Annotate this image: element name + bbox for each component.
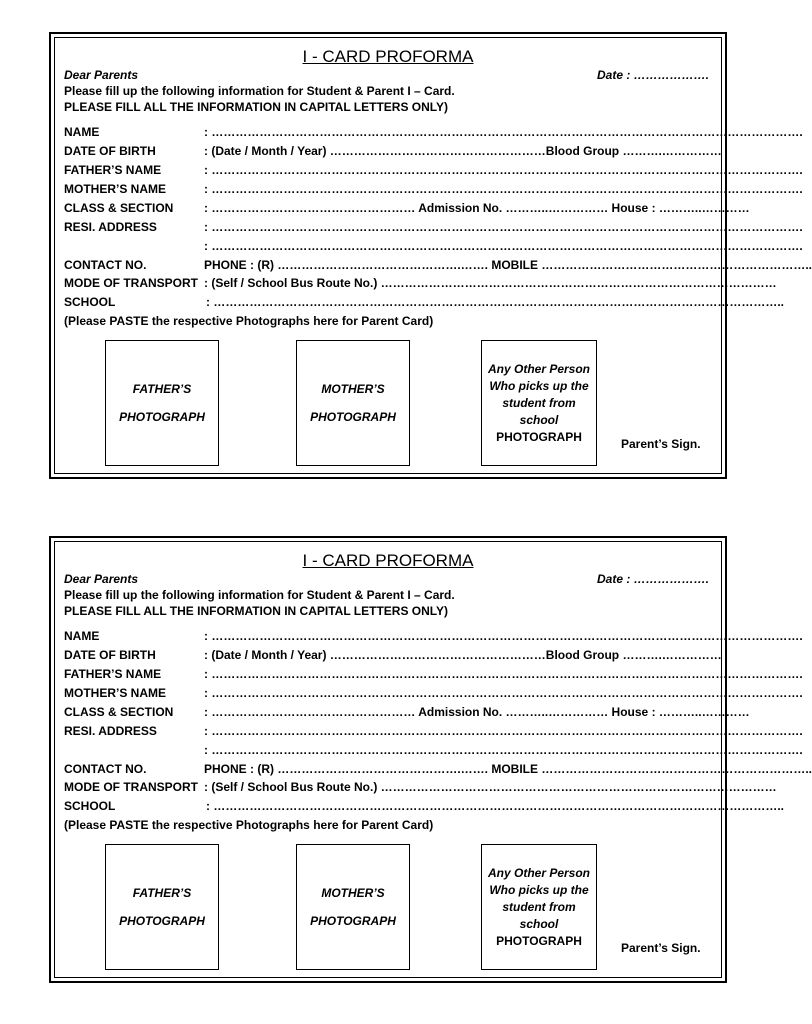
name-field[interactable]: : …………………………………………………………………………………………………………………………………. bbox=[204, 125, 803, 139]
other-photo-line2: Who picks up the bbox=[489, 378, 589, 393]
father-name-field[interactable]: : …………………………………………………………………………………………………………………………………. bbox=[204, 667, 803, 681]
address-field-1[interactable]: : …………………………………………………………………………………………………………………………………. bbox=[204, 724, 803, 738]
name-field[interactable]: : …………………………………………………………………………………………………………………………………. bbox=[204, 629, 803, 643]
mother-photo-label: MOTHER’S bbox=[321, 382, 385, 396]
greeting: Dear Parents bbox=[64, 572, 139, 586]
contact-label: CONTACT NO. bbox=[64, 762, 147, 776]
address-field-2[interactable]: : …………………………………………………………………………………………………………………………………. bbox=[204, 239, 803, 253]
mother-name-field[interactable]: : …………………………………………………………………………………………………………………………………. bbox=[204, 182, 803, 196]
paste-note: (Please PASTE the respective Photographs here for Parent Card) bbox=[64, 818, 434, 832]
class-section-field[interactable]: : …………………………………………… Admission No. ………..…………… House : ………..………… bbox=[204, 201, 750, 215]
form-title: I - CARD PROFORMA bbox=[302, 551, 474, 570]
icard-form-1 bbox=[49, 32, 812, 479]
instruction-1: Please fill up the following information for Student & Parent I – Card. bbox=[64, 84, 455, 98]
dob-label: DATE OF BIRTH bbox=[64, 648, 156, 662]
school-label: SCHOOL bbox=[64, 295, 116, 309]
other-person-photo-box[interactable] bbox=[481, 844, 597, 970]
father-photo-caption: PHOTOGRAPH bbox=[119, 410, 205, 424]
icard-form-2 bbox=[49, 536, 812, 983]
father-photo-caption: PHOTOGRAPH bbox=[119, 914, 205, 928]
mother-name-field[interactable]: : …………………………………………………………………………………………………………………………………. bbox=[204, 686, 803, 700]
date-field[interactable]: Date : ………………. bbox=[597, 68, 710, 82]
other-photo-line4: school bbox=[519, 412, 559, 427]
mother-photo-box[interactable] bbox=[296, 844, 410, 970]
mother-photo-caption: PHOTOGRAPH bbox=[310, 914, 396, 928]
father-name-label: FATHER’S NAME bbox=[64, 667, 162, 681]
school-field[interactable]: : …………………………………………………………………………………………………………………………….. bbox=[206, 295, 784, 309]
other-photo-line3: student from bbox=[502, 899, 576, 914]
other-photo-line2: Who picks up the bbox=[489, 882, 589, 897]
dob-field[interactable]: : (Date / Month / Year) ………………………………………………Blood Group ……….…………… bbox=[204, 648, 722, 662]
class-section-field[interactable]: : …………………………………………… Admission No. ………..…………… House : ………..………… bbox=[204, 705, 750, 719]
transport-label: MODE OF TRANSPORT bbox=[64, 276, 198, 290]
school-field[interactable]: : …………………………………………………………………………………………………………………………….. bbox=[206, 799, 784, 813]
form-inner-border bbox=[54, 541, 812, 978]
dob-field[interactable]: : (Date / Month / Year) ………………………………………………Blood Group ……….…………… bbox=[204, 144, 722, 158]
parent-sign: Parent’s Sign. bbox=[621, 941, 701, 955]
dob-label: DATE OF BIRTH bbox=[64, 144, 156, 158]
date-field[interactable]: Date : ………………. bbox=[597, 572, 710, 586]
transport-field[interactable]: : (Self / School Bus Route No.) ……………………………………………………………………………………… bbox=[204, 780, 777, 794]
instruction-1: Please fill up the following information for Student & Parent I – Card. bbox=[64, 588, 455, 602]
name-label: NAME bbox=[64, 629, 100, 643]
class-section-label: CLASS & SECTION bbox=[64, 705, 174, 719]
instruction-2: PLEASE FILL ALL THE INFORMATION IN CAPITAL LETTERS ONLY) bbox=[64, 100, 449, 114]
mother-name-label: MOTHER’S NAME bbox=[64, 182, 166, 196]
father-photo-box[interactable] bbox=[105, 844, 219, 970]
greeting: Dear Parents bbox=[64, 68, 139, 82]
other-photo-line3: student from bbox=[502, 395, 576, 410]
father-photo-label: FATHER’S bbox=[132, 886, 192, 900]
contact-field[interactable]: PHONE : (R) ……………………………………….……. MOBILE ………………………………………………………….. bbox=[204, 762, 812, 776]
address-field-2[interactable]: : …………………………………………………………………………………………………………………………………. bbox=[204, 743, 803, 757]
other-photo-line5: PHOTOGRAPH bbox=[496, 933, 582, 948]
class-section-label: CLASS & SECTION bbox=[64, 201, 174, 215]
contact-field[interactable]: PHONE : (R) ……………………………………….……. MOBILE ………………………………………………………….. bbox=[204, 258, 812, 272]
father-name-label: FATHER’S NAME bbox=[64, 163, 162, 177]
transport-label: MODE OF TRANSPORT bbox=[64, 780, 198, 794]
paste-note: (Please PASTE the respective Photographs here for Parent Card) bbox=[64, 314, 434, 328]
other-photo-line4: school bbox=[519, 916, 559, 931]
form-inner-border bbox=[54, 37, 812, 474]
other-photo-line1: Any Other Person bbox=[487, 361, 591, 376]
school-label: SCHOOL bbox=[64, 799, 116, 813]
address-label: RESI. ADDRESS bbox=[64, 724, 157, 738]
address-label: RESI. ADDRESS bbox=[64, 220, 157, 234]
contact-label: CONTACT NO. bbox=[64, 258, 147, 272]
form-title: I - CARD PROFORMA bbox=[302, 47, 474, 66]
parent-sign: Parent’s Sign. bbox=[621, 437, 701, 451]
father-photo-box[interactable] bbox=[105, 340, 219, 466]
transport-field[interactable]: : (Self / School Bus Route No.) ……………………………………………………………………………………… bbox=[204, 276, 777, 290]
instruction-2: PLEASE FILL ALL THE INFORMATION IN CAPITAL LETTERS ONLY) bbox=[64, 604, 449, 618]
father-photo-label: FATHER’S bbox=[132, 382, 192, 396]
mother-photo-label: MOTHER’S bbox=[321, 886, 385, 900]
other-person-photo-box[interactable] bbox=[481, 340, 597, 466]
father-name-field[interactable]: : …………………………………………………………………………………………………………………………………. bbox=[204, 163, 803, 177]
mother-photo-caption: PHOTOGRAPH bbox=[310, 410, 396, 424]
name-label: NAME bbox=[64, 125, 100, 139]
address-field-1[interactable]: : …………………………………………………………………………………………………………………………………. bbox=[204, 220, 803, 234]
other-photo-line5: PHOTOGRAPH bbox=[496, 429, 582, 444]
mother-name-label: MOTHER’S NAME bbox=[64, 686, 166, 700]
other-photo-line1: Any Other Person bbox=[487, 865, 591, 880]
mother-photo-box[interactable] bbox=[296, 340, 410, 466]
